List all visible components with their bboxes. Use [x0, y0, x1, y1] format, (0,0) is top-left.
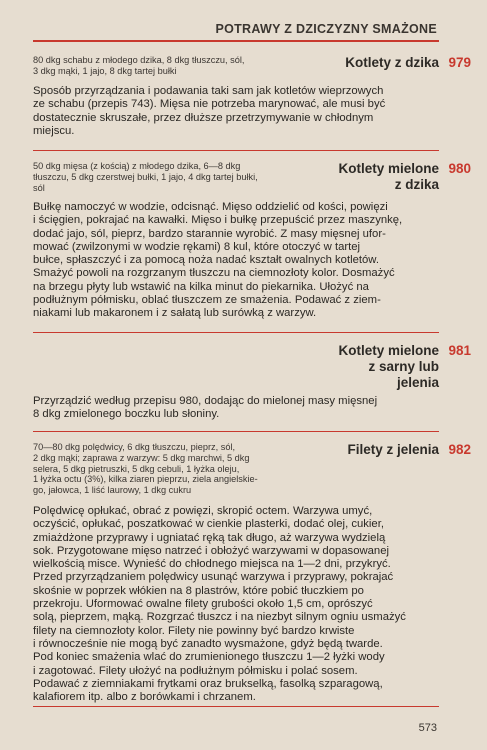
- body-line: Przyrządzić według przepisu 980, dodając do mielonej masy mięsnej: [33, 395, 378, 407]
- body-line: mować (zwilzonymi w wodzie rękami) 8 kul, które otoczyć w tartej: [33, 240, 361, 253]
- recipe-number: 979: [448, 55, 471, 70]
- ingredients: [33, 161, 258, 193]
- recipe-title-line: Kotlety mielone: [338, 161, 439, 176]
- recipe-title: [345, 55, 439, 71]
- recipe-979: [33, 55, 471, 150]
- recipe-title: [347, 442, 439, 458]
- ingredients: [33, 55, 244, 77]
- body-line: skośnie w poprzek włókien na 8 plastrów, które pobić tłuczkiem po: [33, 584, 364, 597]
- recipe-number: 981: [448, 343, 471, 358]
- body-line: dostatecznie skruszałe, przez dłuższe przetrzymywanie w chłodnym: [33, 111, 374, 124]
- header-rule: [33, 40, 439, 42]
- recipe-title-line: z sarny lub: [368, 359, 439, 374]
- recipe-body: [33, 505, 406, 704]
- body-line: niakami lub makaronem i z sałatą lub surówką z warzyw.: [33, 307, 317, 320]
- body-line: wielkością misce. Wynieść do chłodnego miejsca na 1—2 dni, przykryć.: [33, 558, 391, 571]
- ingredients-line: selera, 5 dkg pietruszki, 5 dkg cebuli, 1 łyżka oleju,: [33, 463, 240, 474]
- body-line: dodać jajo, sól, pieprz, bardzo starannie wyrobić. Z masy mięsnej ufor-: [33, 227, 386, 240]
- body-line: bułce, spłaszczyć i za pomocą noża nadać kształt owalnych kotletów.: [33, 254, 379, 267]
- ingredients: [33, 442, 258, 496]
- body-line: oczyścić, opłukać, poszatkować w cienkie plasterki, dodać olej, cukier,: [33, 518, 384, 531]
- body-line: Smażyć powoli na rozgrzanym tłuszczu na ciemnozłoty kolor. Dosmażyć: [33, 267, 395, 280]
- recipe-divider: [33, 706, 439, 707]
- recipe-982: [33, 442, 471, 712]
- body-line: i równocześnie nie mogą być zanadto wysmażone, gdyż będą twarde.: [33, 637, 383, 650]
- recipe-number: 980: [448, 161, 471, 176]
- body-line: ze schabu (przepis 743). Mięsa nie potrzeba marynować, ale musi być: [33, 98, 386, 111]
- body-line: na brzegu płyty lub wstawić na kilka minut do piekarnika. Ułożyć na: [33, 280, 369, 293]
- body-line: przekroju. Uformować owalne filety grubości około 1,5 cm, oprószyć: [33, 598, 373, 611]
- ingredients-line: tłuszczu, 5 dkg czerstwej bułki, 1 jajo, 4 dkg tartej bułki,: [33, 171, 258, 182]
- ingredients-line: 50 dkg mięsa (z kością) z młodego dzika, 6—8 dkg: [33, 161, 241, 171]
- ingredients-line: 1 łyżka octu (3%), kilka ziaren pieprzu, ziela angielskie-: [33, 474, 258, 485]
- body-line: Sposób przyrządzania i podawania taki sam jak kotletów wieprzowych: [33, 85, 384, 97]
- ingredients-line: 3 dkg mąki, 1 jajo, 8 dkg tartej bułki: [33, 65, 177, 76]
- body-line: kalafiorem itp. albo z borówkami i chrzanem.: [33, 691, 256, 704]
- ingredients-line: 70—80 dkg polędwicy, 6 dkg tłuszczu, pieprz, sól,: [33, 442, 236, 452]
- body-line: filety na ciemnozłoty kolor. Filety nie powinny być bardzo krwiste: [33, 624, 355, 637]
- recipe-divider: [33, 431, 439, 432]
- recipe-980: [33, 161, 471, 331]
- body-line: i zagotować. Filety ułożyć na podłużnym półmisku i polać sosem.: [33, 664, 358, 677]
- recipe-body: [33, 201, 402, 321]
- recipe-title: [338, 343, 439, 391]
- recipe-981: [33, 343, 471, 428]
- body-line: Przed przyrządzaniem polędwicy usunąć warzywa i przyprawy, pokrajać: [33, 571, 394, 584]
- recipe-divider: [33, 150, 439, 151]
- body-line: solą, pieprzem, mąką. Rozgrzać tłuszcz i na niezbyt silnym ogniu usmażyć: [33, 611, 406, 624]
- page-header: POTRAWY Z DZICZYZNY SMAŻONE: [215, 22, 437, 36]
- recipe-divider: [33, 332, 439, 333]
- recipe-title-line: Filety z jelenia: [347, 442, 439, 457]
- body-line: Bułkę namoczyć w wodzie, odcisnąć. Mięso oddzielić od kości, powięzi: [33, 201, 388, 213]
- ingredients-line: 2 dkg mąki; zaprawa z warzyw: 5 dkg marchwi, 5 dkg: [33, 452, 250, 463]
- page-number: 573: [418, 722, 437, 734]
- recipe-body: [33, 85, 385, 138]
- body-line: sok. Przygotowane mięso natrzeć i obłożyć warzywami w dopasowanej: [33, 544, 390, 557]
- ingredients-line: sól: [33, 182, 45, 193]
- body-line: zmiażdżone przyprawy i ugniatać ręką tak długo, aż warzywa wydzielą: [33, 531, 386, 544]
- ingredients-line: 80 dkg schabu z młodego dzika, 8 dkg tłuszczu, sól,: [33, 55, 245, 65]
- body-line: podłużnym półmisku, oblać tłuszczem ze smażenia. Podawać z ziem-: [33, 294, 381, 307]
- recipe-number: 982: [448, 442, 471, 457]
- recipe-title-line: z dzika: [394, 177, 439, 192]
- body-line: Pod koniec smażenia wlać do zrumienionego tłuszczu 1—2 łyżki wody: [33, 651, 385, 664]
- recipe-title-line: jelenia: [396, 375, 439, 390]
- body-line: i ścięgien, pokrajać na kawałki. Mięso i bułkę przepuścić przez maszynkę,: [33, 214, 403, 227]
- body-line: miejscu.: [33, 124, 75, 137]
- recipe-body: [33, 395, 377, 422]
- recipe-title-line: Kotlety mielone: [338, 343, 439, 358]
- recipe-title-line: Kotlety z dzika: [345, 55, 439, 70]
- body-line: Podawać z ziemniakami frytkami oraz brukselką, fasolką szparagową,: [33, 677, 383, 690]
- body-line: 8 dkg zmielonego boczku lub słoniny.: [33, 408, 220, 421]
- recipe-title: [338, 161, 439, 193]
- ingredients-line: go, jałowca, 1 liść laurowy, 1 dkg cukru: [33, 485, 192, 496]
- body-line: Polędwicę opłukać, obrać z powięzi, skropić octem. Warzywa umyć,: [33, 505, 373, 517]
